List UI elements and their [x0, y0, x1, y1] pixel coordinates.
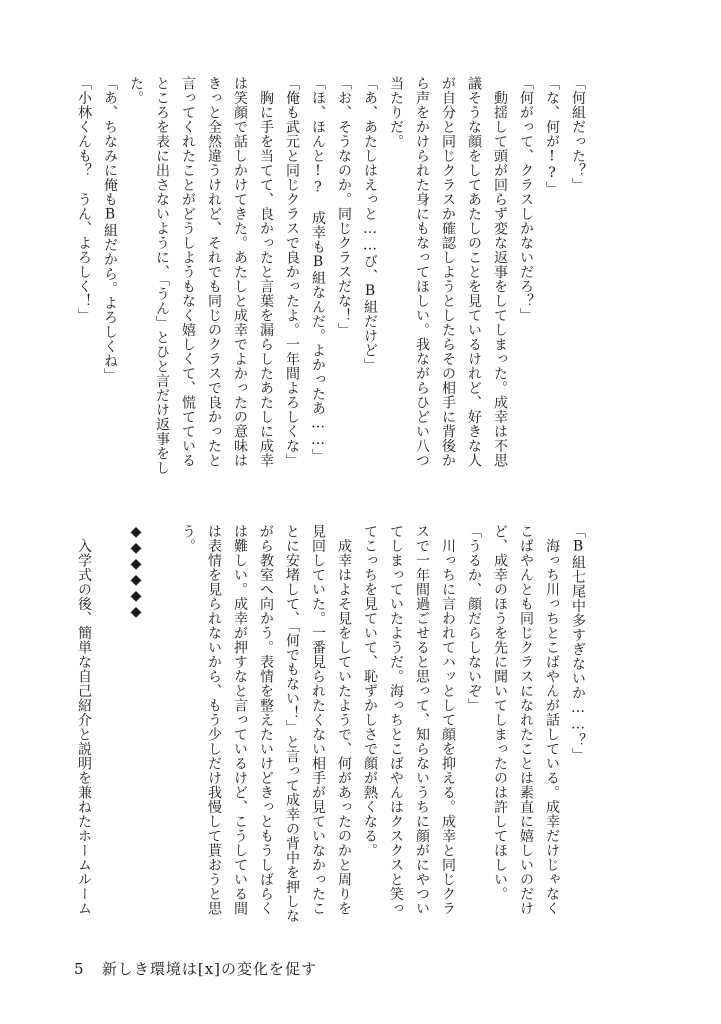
text-line: 「俺も武元と同じクラスで良かったよ。一年間よろしくな」 — [284, 76, 300, 468]
text-line: とに安堵して、「何でもない！」と言って成幸の背中を押しな — [284, 524, 300, 923]
text-line: 「B組七尾中多すぎないか……？」 — [570, 524, 586, 762]
text-line: がら教室へ向かう。表情を整えたいけどきっともうしばらく — [258, 524, 274, 916]
text-line: 「小林くんも？ うん、よろしく！」 — [76, 76, 92, 323]
text-line: 議そうな顔をしてあたしのことを見ているけれど、好きな人 — [466, 76, 482, 468]
text-line: ら声をかけられた身にもなってほしい。我ながらひどい八つ — [414, 76, 430, 468]
text-line: 「あ、ちなみに俺もB組だから。よろしくね」 — [102, 76, 118, 383]
text-line: 川っちに言われてハッとして顔を抑える。成幸と同じクラ — [440, 524, 456, 916]
page-number: 5 — [74, 960, 85, 978]
text-line: 見回していた。一番見られたくない相手が見ていなかったこ — [310, 524, 326, 916]
text-line: う。 — [180, 524, 196, 553]
text-line: 海っち川っちとこばやんが話している。成幸だけじゃなく — [544, 524, 560, 916]
text-line — [97, 524, 123, 936]
page-footer — [74, 958, 317, 979]
text-line: 「何がって、クラスしかないだろ？」 — [518, 76, 534, 323]
text-line: 動揺して頭が回らず変な返事をしてしまった。成幸は不思 — [492, 76, 508, 468]
text-line: 言ってくれたことがどうしようもなく嬉しくて、慌てている — [180, 76, 196, 468]
text-line: は難しい。成幸が押すなと言っているけど、こうしている間 — [232, 524, 248, 916]
text-line: 当たりだ。 — [388, 76, 404, 149]
text-line: てしまっていたようだ。海っちとこばやんはクスクスと笑っ — [388, 524, 404, 916]
text-line: は笑顔で話しかけてきた。あたしと成幸でよかったの意味は — [232, 76, 248, 468]
text-line: た。 — [128, 76, 144, 105]
text-line: 胸に手を当てて、良かったと言葉を漏らしたあたしに成幸 — [258, 76, 274, 468]
text-line: は表情を見られないから、もう少しだけ我慢して貰おうと思 — [206, 524, 222, 916]
text-line: 入学式の後、簡単な自己紹介と説明を兼ねたホームルーム — [76, 524, 92, 916]
lower-text-block — [65, 524, 591, 936]
text-line: 「な、何が!?」 — [544, 76, 560, 196]
chapter-title: 新しき環境は[x]の変化を促す — [101, 960, 318, 978]
text-line: 「何組だった？」 — [570, 76, 586, 192]
text-line: ど、成幸のほうを先に聞いてしまったのは許してほしい。 — [492, 524, 508, 901]
text-line: が自分と同じクラスか確認しようとしたらその相手に背後か — [440, 76, 456, 468]
text-line: 「お、そうなのか。同じクラスだな！」 — [336, 76, 352, 337]
upper-text-block — [65, 76, 591, 488]
text-line: 成幸はよそ見をしていたようで、何があったのかと周りを — [336, 524, 352, 916]
text-line: てこっちを見ていて、恥ずかしさで顔が熱くなる。 — [362, 524, 378, 858]
text-line: 「あ、あたしはえっと……び、B組だけど」 — [362, 76, 378, 372]
text-line: 「うるか、顔だらしないぞ」 — [466, 524, 482, 713]
text-line: こばやんとも同じクラスになれたことは素直に嬉しいのだけ — [518, 524, 534, 916]
text-line: スで一年間過ごせると思って、知らないうちに顔がにやつい — [414, 524, 430, 916]
section-break-diamonds: ◆◆◆◆◆◆ — [128, 524, 144, 620]
text-line: ところを表に出さないように、「うん」とひと言だけ返事をし — [154, 76, 170, 475]
text-line: 「ほ、ほんと!? 成幸もB組なんだ。よかったあ……」 — [310, 76, 326, 463]
text-line: きっと全然違うけれど、それでも同じのクラスで良かったと — [206, 76, 222, 468]
text-line — [149, 524, 175, 936]
